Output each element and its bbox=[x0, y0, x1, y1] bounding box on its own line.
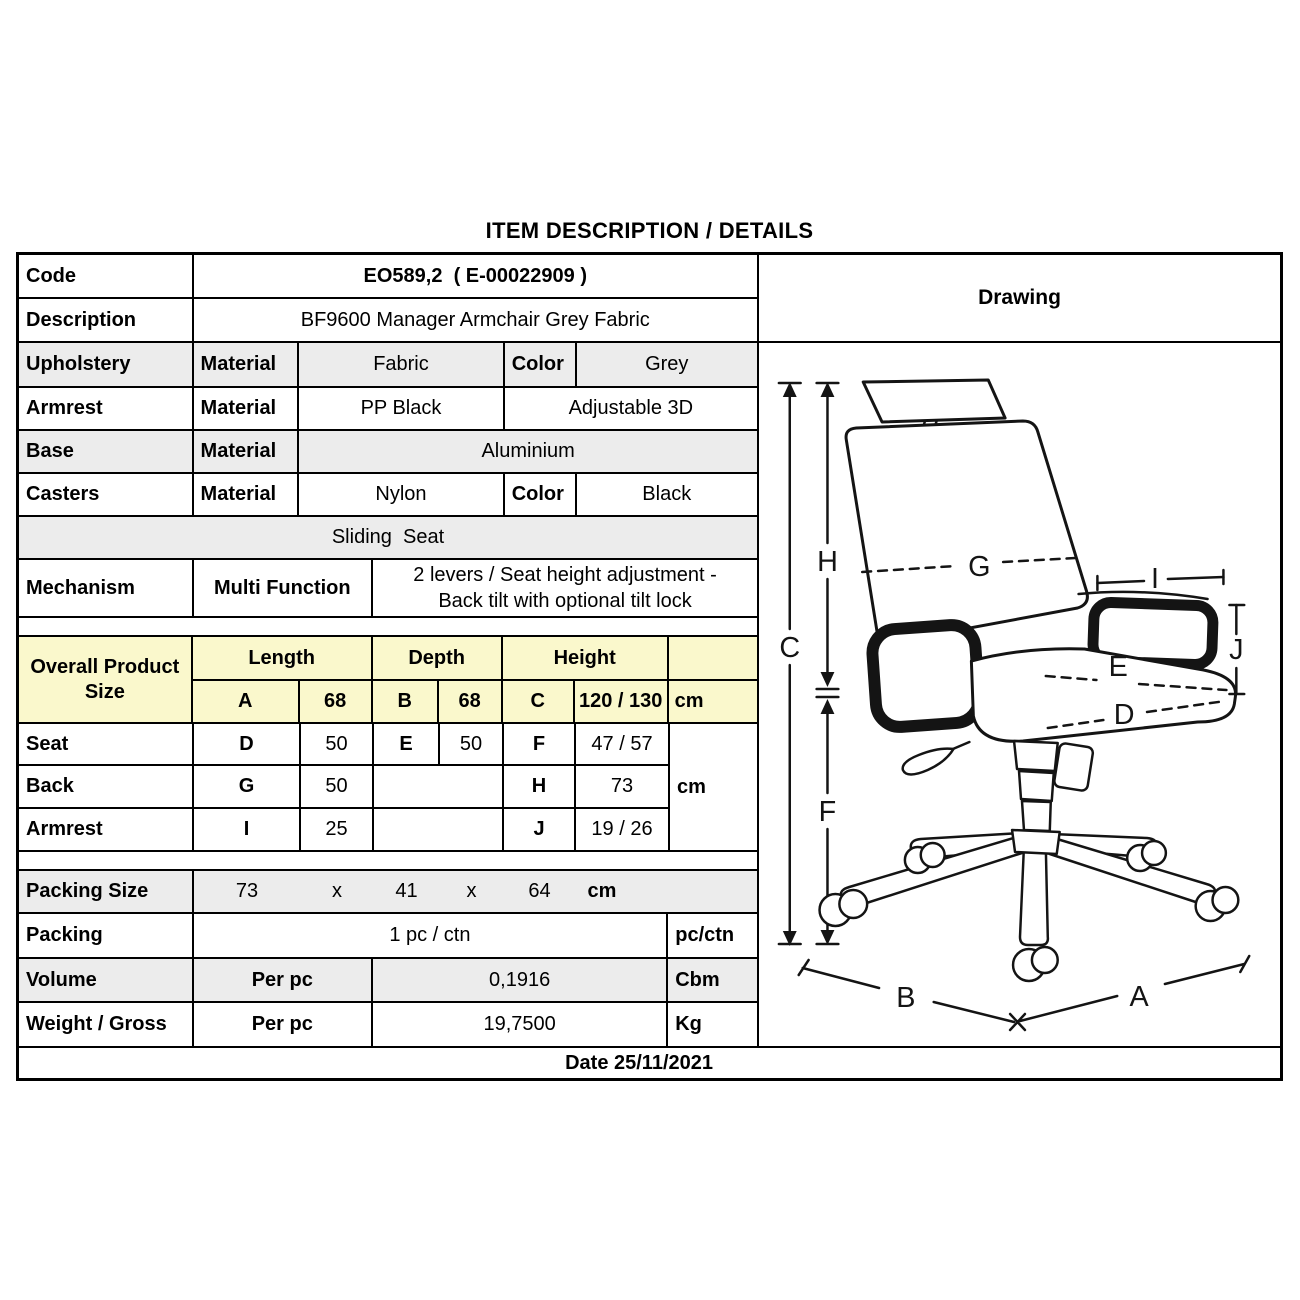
armrest-adjust-value: Adjustable 3D bbox=[568, 397, 694, 419]
armrest-material-label: Material bbox=[194, 388, 300, 429]
armrest-height-key: J bbox=[504, 809, 576, 850]
mechanism-desc-line1: 2 levers / Seat height adjustment - bbox=[413, 563, 717, 586]
size-header-mid bbox=[193, 637, 669, 722]
packing-size-unit: cm bbox=[587, 880, 617, 902]
dim-label-b: B bbox=[896, 981, 916, 1015]
date-value: Date 25/11/2021 bbox=[565, 1051, 713, 1074]
packing-size-sep1: x bbox=[332, 880, 343, 902]
overall-height-key: C bbox=[503, 681, 575, 722]
packing-size-sep2: x bbox=[466, 880, 477, 902]
spec-sheet bbox=[16, 252, 1283, 1081]
packing-size-values bbox=[194, 871, 757, 912]
size-overall-row bbox=[193, 681, 669, 722]
upholstery-material-label: Material bbox=[194, 343, 300, 386]
seat-length-value: 50 bbox=[301, 724, 374, 764]
depth-header: Depth bbox=[373, 637, 503, 679]
mechanism-type: Multi Function bbox=[194, 560, 374, 616]
overall-depth-key: B bbox=[373, 681, 439, 722]
back-label: Back bbox=[19, 766, 194, 807]
row-date bbox=[19, 1046, 1280, 1078]
overall-depth-value: 68 bbox=[439, 681, 503, 722]
length-header: Length bbox=[193, 637, 373, 679]
casters-label: Casters bbox=[19, 474, 194, 515]
lever-right bbox=[1054, 743, 1094, 792]
armrest-material-value: PP Black bbox=[299, 388, 504, 429]
packing-size-label: Packing Size bbox=[19, 871, 194, 912]
armrest-empty-cell bbox=[374, 809, 504, 850]
mechanism-label: Mechanism bbox=[19, 560, 194, 616]
packing-label: Packing bbox=[19, 914, 194, 957]
packing-size-v2: 41 bbox=[395, 880, 418, 902]
backrest bbox=[846, 421, 1087, 643]
page-title: ITEM DESCRIPTION / DETAILS bbox=[485, 218, 814, 243]
drawing-body bbox=[759, 343, 1280, 1046]
dim-label-e: E bbox=[1108, 650, 1128, 684]
packing-size-v3: 64 bbox=[528, 880, 551, 902]
dim-label-h: H bbox=[817, 545, 838, 579]
overall-length-key: A bbox=[193, 681, 300, 722]
row-back bbox=[19, 766, 670, 809]
size-rows-unit: cm bbox=[677, 775, 706, 798]
weight-per: Per pc bbox=[194, 1003, 374, 1046]
seat-length-key: D bbox=[194, 724, 301, 764]
upholstery-material-value: Fabric bbox=[299, 343, 504, 386]
spec-table bbox=[19, 255, 759, 1046]
description-label: Description bbox=[19, 299, 194, 341]
volume-label: Volume bbox=[19, 959, 194, 1001]
size-title-line2: Size bbox=[84, 680, 125, 703]
weight-unit: Kg bbox=[675, 1013, 702, 1035]
spacer-row bbox=[19, 852, 757, 871]
size-header-unit-col bbox=[669, 637, 757, 722]
base-material-value: Aluminium bbox=[481, 440, 575, 462]
size-title-line1: Overall Product bbox=[30, 655, 180, 678]
row-seat bbox=[19, 724, 670, 766]
mechanism-desc-line2: Back tilt with optional tilt lock bbox=[438, 590, 692, 612]
size-header-unit: cm bbox=[674, 690, 704, 712]
row-casters bbox=[19, 474, 757, 517]
overall-height-value: 120 / 130 bbox=[575, 681, 669, 722]
row-armrest bbox=[19, 388, 757, 431]
volume-unit: Cbm bbox=[675, 968, 720, 991]
size-header-block bbox=[19, 637, 757, 724]
top-section bbox=[19, 255, 1280, 1046]
row-base bbox=[19, 431, 757, 474]
row-packing bbox=[19, 914, 757, 959]
row-description bbox=[19, 299, 757, 343]
row-upholstery bbox=[19, 343, 757, 388]
packing-size-v1: 73 bbox=[235, 880, 259, 902]
armrest-label: Armrest bbox=[19, 388, 194, 429]
back-height-value: 73 bbox=[576, 766, 670, 807]
dim-label-c: C bbox=[779, 631, 801, 665]
upholstery-color-label: Color bbox=[505, 343, 577, 386]
back-empty-cell bbox=[374, 766, 504, 807]
weight-value: 19,7500 bbox=[373, 1003, 668, 1046]
upholstery-color-value: Grey bbox=[645, 353, 689, 375]
upholstery-label: Upholstery bbox=[19, 343, 194, 386]
row-mechanism bbox=[19, 560, 757, 618]
packing-unit: pc/ctn bbox=[675, 924, 735, 946]
armrest-size-label: Armrest bbox=[19, 809, 194, 850]
row-armrest-size bbox=[19, 809, 670, 850]
drawing-panel bbox=[759, 255, 1280, 1046]
dim-label-a: A bbox=[1129, 980, 1149, 1014]
casters-color-value: Black bbox=[642, 483, 692, 505]
row-sliding-seat bbox=[19, 517, 757, 560]
drawing-header: Drawing bbox=[759, 255, 1280, 343]
seat-height-value: 47 / 57 bbox=[576, 724, 670, 764]
dim-label-j: J bbox=[1229, 633, 1244, 667]
row-code bbox=[19, 255, 757, 299]
casters-material-value: Nylon bbox=[299, 474, 504, 515]
armrest-length-key: I bbox=[194, 809, 301, 850]
height-header: Height bbox=[503, 637, 669, 679]
description-value: BF9600 Manager Armchair Grey Fabric bbox=[300, 308, 650, 331]
size-rows-left bbox=[19, 724, 670, 850]
code-label: Code bbox=[19, 255, 194, 297]
lever-left bbox=[903, 749, 954, 775]
seat-depth-key: E bbox=[374, 724, 440, 764]
dim-label-i: I bbox=[1150, 562, 1159, 596]
back-length-key: G bbox=[194, 766, 301, 807]
row-weight bbox=[19, 1003, 757, 1046]
back-height-key: H bbox=[504, 766, 576, 807]
headrest bbox=[863, 380, 1005, 422]
row-volume bbox=[19, 959, 757, 1003]
overall-length-value: 68 bbox=[300, 681, 373, 722]
mechanism-description bbox=[373, 560, 757, 616]
chair-outline bbox=[779, 380, 1249, 1030]
left-armrest bbox=[871, 623, 981, 728]
weight-label: Weight / Gross bbox=[19, 1003, 194, 1046]
sliding-seat-value: Sliding Seat bbox=[331, 526, 445, 548]
back-length-value: 50 bbox=[301, 766, 374, 807]
size-title-cell bbox=[19, 637, 193, 722]
seat-height-key: F bbox=[504, 724, 576, 764]
volume-value: 0,1916 bbox=[373, 959, 668, 1001]
base-label: Base bbox=[19, 431, 194, 472]
armrest-height-value: 19 / 26 bbox=[576, 809, 670, 850]
base-material-label: Material bbox=[194, 431, 300, 472]
dim-label-g: G bbox=[968, 550, 991, 584]
seat-depth-value: 50 bbox=[440, 724, 504, 764]
spacer-row bbox=[19, 618, 757, 637]
size-header-unit-empty bbox=[669, 637, 757, 681]
casters-color-label: Color bbox=[505, 474, 577, 515]
chair-technical-drawing bbox=[759, 343, 1280, 1046]
dim-label-d: D bbox=[1113, 698, 1135, 732]
row-packing-size bbox=[19, 871, 757, 914]
size-dim-header-row bbox=[193, 637, 669, 681]
dim-label-f: F bbox=[818, 795, 837, 829]
seat-label: Seat bbox=[19, 724, 194, 764]
code-value: EO589,2 ( E-00022909 ) bbox=[363, 264, 588, 287]
casters-material-label: Material bbox=[194, 474, 300, 515]
armrest-length-value: 25 bbox=[301, 809, 374, 850]
volume-per: Per pc bbox=[194, 959, 374, 1001]
size-rows-block bbox=[19, 724, 757, 852]
packing-value: 1 pc / ctn bbox=[194, 914, 669, 957]
